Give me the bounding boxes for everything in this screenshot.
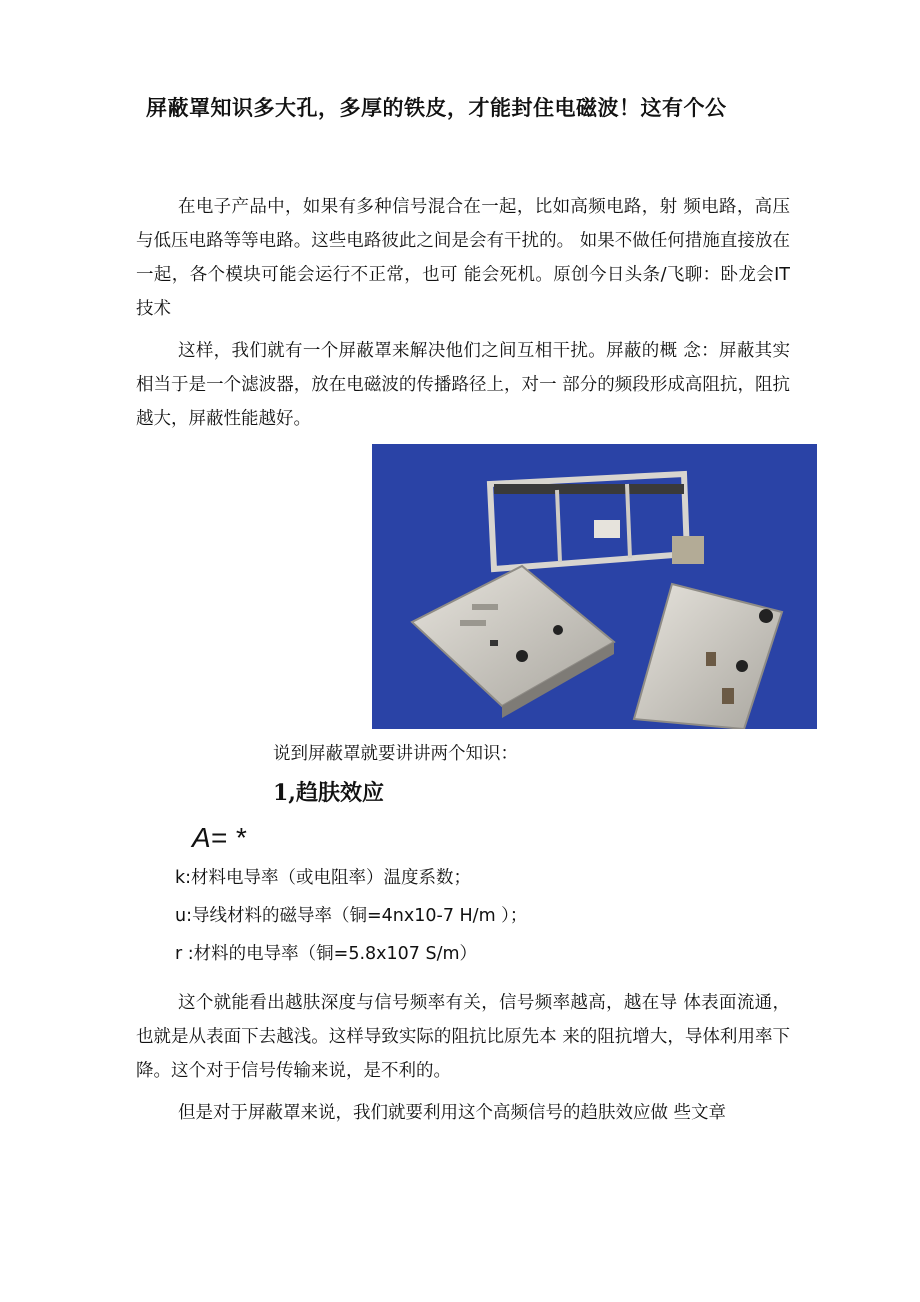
section-heading: 1,趋肤效应 [273, 780, 384, 806]
paragraph-shield-concept: 这样，我们就有一个屏蔽罩来解决他们之间互相干扰。屏蔽的概 念：屏蔽其实相当于是一个滤波器，放在电磁波的传播路径上，对一 部分的频段形成高阻抗，阻抗越大，屏蔽性能越好。 [136, 341, 790, 429]
shield-can-photo [372, 444, 817, 729]
shield-lid-right [634, 584, 782, 729]
paragraph-intro: 在电子产品中，如果有多种信号混合在一起，比如高频电路，射 频电路，高压与低压电路等等电路。这些电路彼此之间是会有干扰的。 如果不做任何措施直接放在一起，各个模块可能会运行不正常，也可 能会死机。原创今日头条/飞聊：卧龙会IT技术 [136, 197, 790, 319]
definition-r: r :材料的电导率（铜=5.8x107 S/m） [175, 944, 478, 964]
shield-frame [490, 474, 704, 569]
paragraph-shield-use: 但是对于屏蔽罩来说，我们就要利用这个高频信号的趋肤效应做 些文章 [178, 1103, 727, 1123]
definition-k: k:材料电导率（或电阻率）温度系数； [175, 868, 472, 888]
article-title: 屏蔽罩知识多大孔，多厚的铁皮，才能封住电磁波！这有个公 [146, 96, 727, 120]
definition-u: u:导线材料的磁导率（铜=4nx10-7 H/m ）； [175, 906, 528, 926]
figure-caption: 说到屏蔽罩就要讲讲两个知识： [273, 744, 518, 764]
shield-can-illustration [372, 444, 817, 729]
paragraph-skin-effect: 这个就能看出越肤深度与信号频率有关，信号频率越高，越在导 体表面流通，也就是从表面下去越浅。这样导致实际的阻抗比原先本 来的阻抗增大，导体利用率下降。这个对于信号传输来说，是不利的。 [136, 993, 790, 1081]
shield-lid-left [412, 566, 614, 718]
formula: A= * [192, 822, 246, 853]
